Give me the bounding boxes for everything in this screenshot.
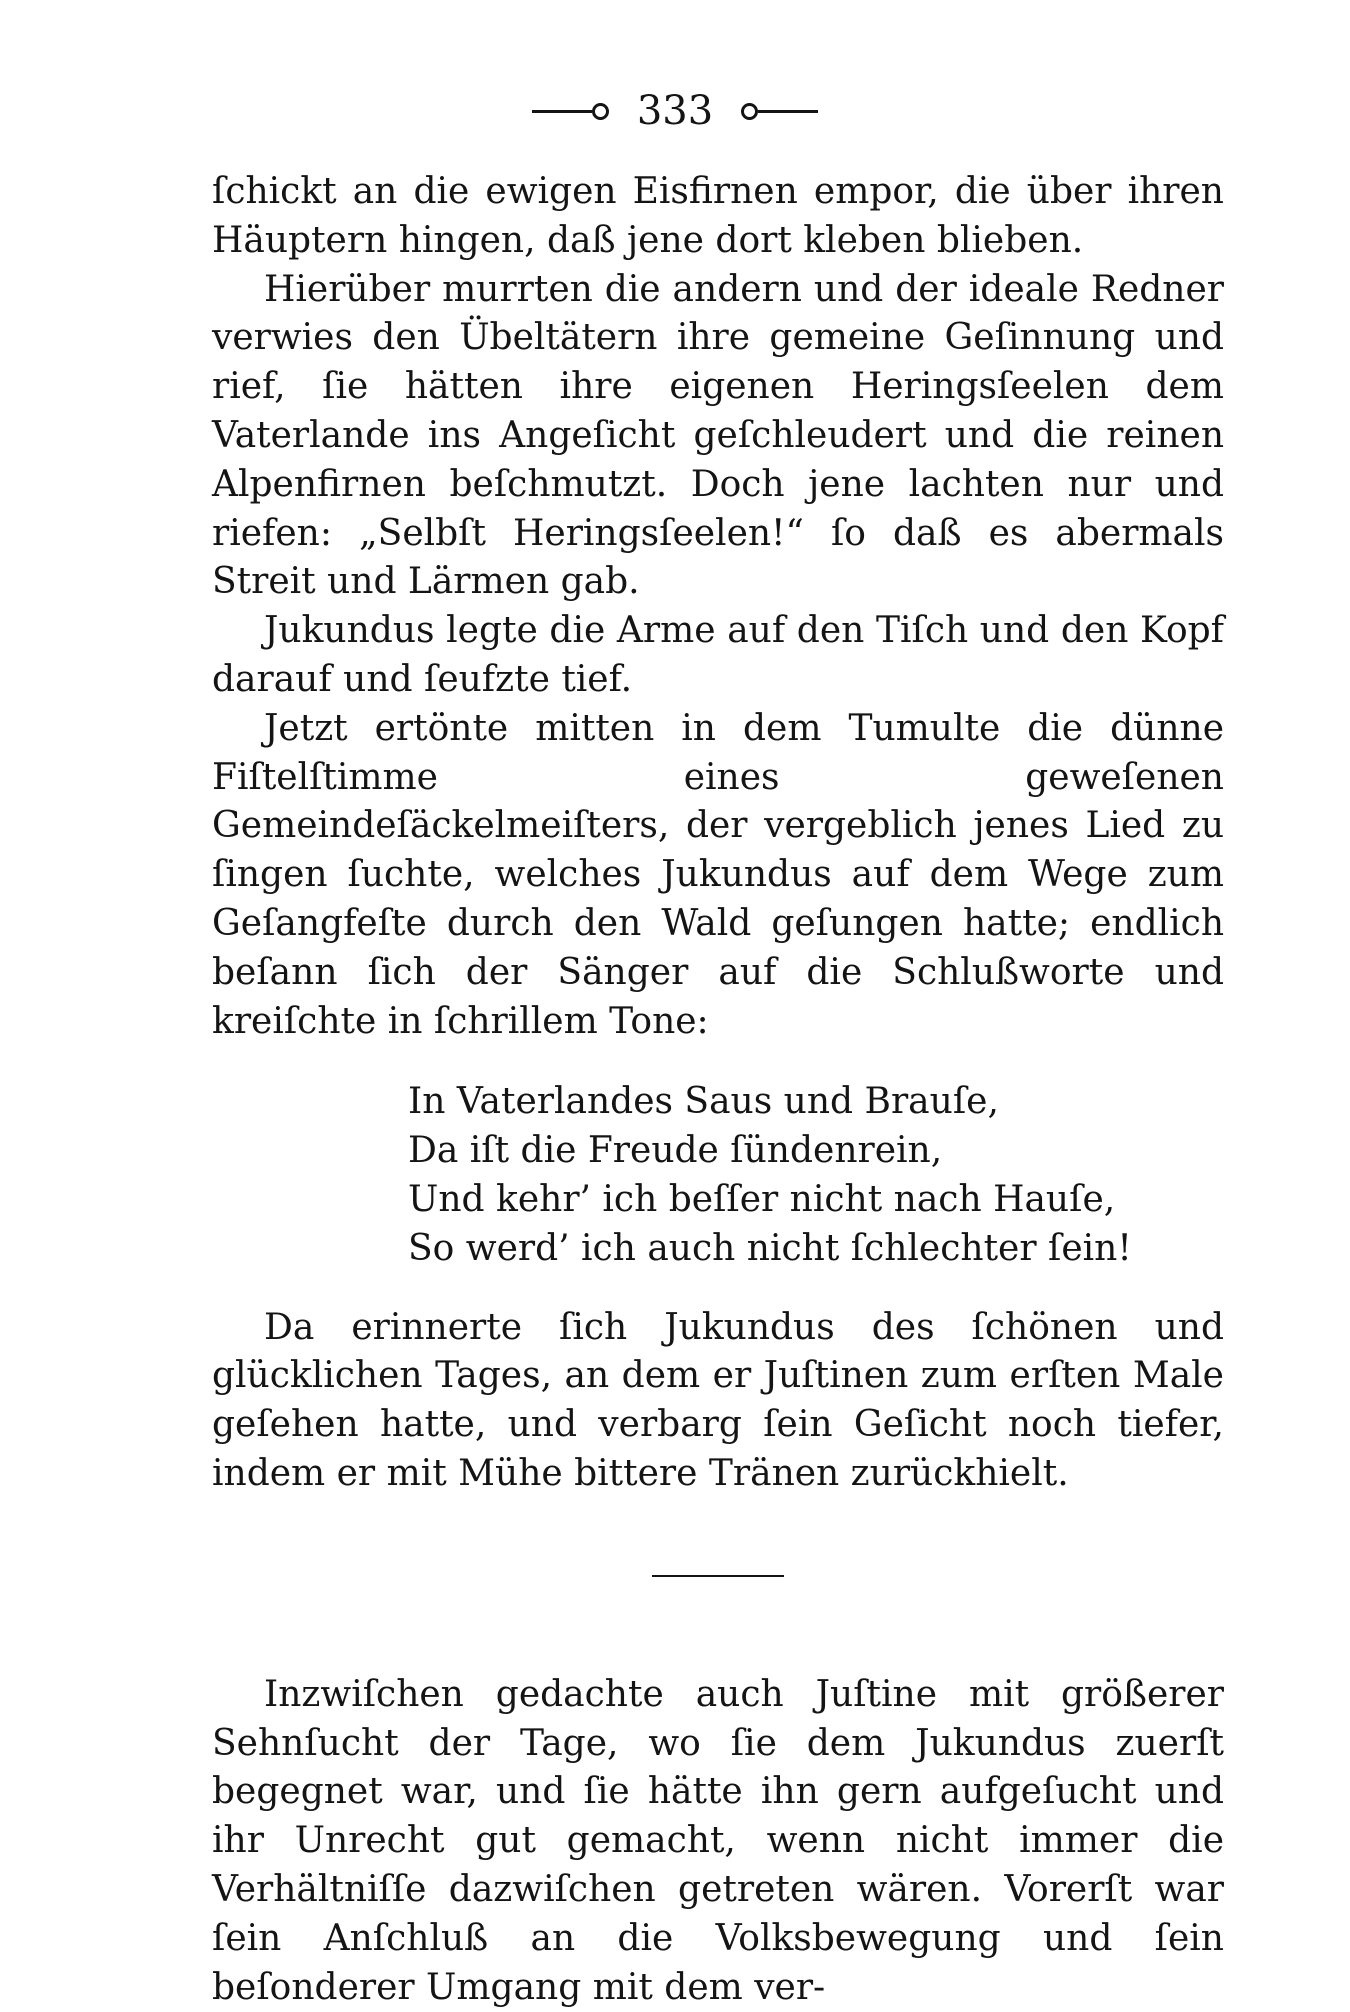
text-body <box>212 168 1224 2012</box>
paragraph: Hierüber murrten die andern und der ideale Redner verwies den Übeltätern ihre gemeine Geſinnung und rief, ſie hätten ihre eigenen Heringsſeelen dem Vaterlande ins Angeſicht geſchleudert und die reinen Alpenfirnen beſchmutzt. Doch jene lachten nur und riefen: „Selbſt Heringsſeelen!“ ſo daß es abermals Streit und Lärmen gab. <box>212 268 1224 603</box>
paragraph: Jukundus legte die Arme auf den Tiſch und den Kopf darauf und ſeufzte tief. <box>212 610 1224 700</box>
ornament-left <box>532 103 609 120</box>
paragraph: Da erinnerte ſich Jukundus des ſchönen und glücklichen Tages, an dem er Juſtinen zum erſten Male geſehen hatte, und verbarg ſein Geſicht noch tiefer, indem er mit Mühe bittere Tränen zurückhielt. <box>212 1306 1224 1494</box>
page-header <box>0 88 1350 134</box>
paragraph: Inzwiſchen gedachte auch Juſtine mit größerer Sehnſucht der Tage, wo ſie dem Jukundus zuerſt begegnet war, und ſie hätte ihn gern aufgeſucht und ihr Unrecht gut gemacht, wenn nicht immer die Verhältniſſe dazwiſchen getreten wären. Vorerſt war ſein Anſchluß an die Volksbewegung und ſein beſonderer Umgang mit dem ver- <box>212 1673 1224 2008</box>
verse-line: So werd’ ich auch nicht ſchlechter ſein! <box>408 1227 1132 1269</box>
paragraph: Jetzt ertönte mitten in dem Tumulte die dünne Fiſtelſtimme eines geweſenen Gemeindeſäckelmeiſters, der vergeblich jenes Lied zu ſingen ſuchte, welches Jukundus auf dem Wege zum Geſangfeſte durch den Wald geſungen hatte; endlich beſann ſich der Sänger auf die Schlußworte und kreiſchte in ſchrillem Tone: <box>212 707 1224 1042</box>
verse-block <box>408 1078 1224 1273</box>
verse-line: Und kehr’ ich beſſer nicht nach Hauſe, <box>408 1178 1116 1220</box>
verse-line: Da iſt die Freude ſündenrein, <box>408 1130 943 1172</box>
section-separator <box>652 1575 784 1577</box>
page-number: 333 <box>636 88 714 134</box>
paragraph-continuation: ſchickt an die ewigen Eisfirnen empor, die über ihren Häuptern hingen, daß jene dort kleben blieben. <box>212 171 1224 261</box>
verse-line: In Vaterlandes Saus und Brauſe, <box>408 1081 999 1123</box>
ornament-right <box>741 103 818 120</box>
